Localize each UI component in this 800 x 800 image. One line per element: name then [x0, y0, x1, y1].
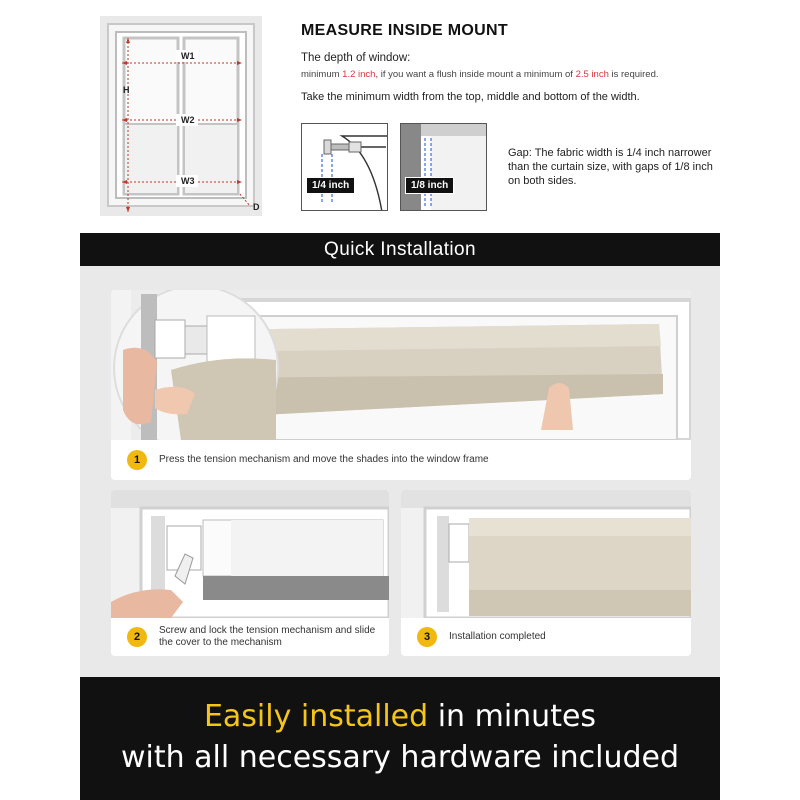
gap-tag-quarter: 1/4 inch — [306, 177, 355, 194]
step-card-3 — [401, 490, 691, 656]
step-1-row — [111, 440, 691, 480]
w3-label: W3 — [181, 176, 195, 186]
step-2-number: 2 — [127, 627, 147, 647]
promo-banner — [80, 677, 720, 800]
step-card-1 — [111, 290, 691, 480]
step-2-row — [111, 618, 389, 656]
step-card-2 — [111, 490, 389, 656]
gap-note: Gap: The fabric width is 1/4 inch narrower than the curtain size, with gaps of 1/8 inch on both sides. — [508, 147, 713, 187]
step-1-number: 1 — [127, 450, 147, 470]
gap-diagram-quarter-inch — [301, 123, 388, 211]
banner-highlight: Easily installed — [203, 699, 429, 734]
banner-line-2: with all necessary hardware included — [120, 740, 680, 775]
quick-installation-title: Quick Installation — [80, 233, 720, 266]
step-3-photo — [401, 490, 691, 618]
depth-middle: , if you want a flush inside mount a minimum of — [375, 69, 576, 80]
banner-line-1 — [80, 699, 720, 734]
step-2-photo — [111, 490, 389, 618]
step-3-text: Installation completed — [449, 631, 546, 642]
step-2-text: Screw and lock the tension mechanism and slide the cover to the mechanism — [159, 625, 376, 648]
depth-prefix: minimum — [301, 69, 343, 80]
depth-suffix: is required. — [608, 69, 659, 80]
bracket-gap-illustration — [302, 124, 388, 211]
w2-label: W2 — [181, 115, 195, 125]
depth-label: The depth of window: — [301, 52, 411, 64]
measure-title: MEASURE INSIDE MOUNT — [301, 22, 508, 39]
step-3-number: 3 — [417, 627, 437, 647]
depth-detail — [301, 69, 659, 80]
gap-diagram-eighth-inch — [400, 123, 487, 211]
step-1-text: Press the tension mechanism and move the shades into the window frame — [159, 454, 489, 465]
frame-gap-illustration — [401, 124, 487, 211]
window-measure-diagram — [100, 16, 262, 216]
w1-label: W1 — [181, 51, 195, 61]
banner-line-1-rest: in minutes — [428, 699, 597, 734]
step-3-row — [401, 618, 691, 656]
flush-depth-value: 2.5 inch — [575, 69, 609, 80]
min-width-instruction: Take the minimum width from the top, middle and bottom of the width. — [301, 91, 640, 103]
min-depth-value: 1.2 inch — [342, 69, 376, 80]
d-label: D — [253, 202, 260, 212]
step-1-photo — [111, 290, 691, 440]
gap-tag-eighth: 1/8 inch — [405, 177, 454, 194]
h-label: H — [123, 85, 130, 95]
